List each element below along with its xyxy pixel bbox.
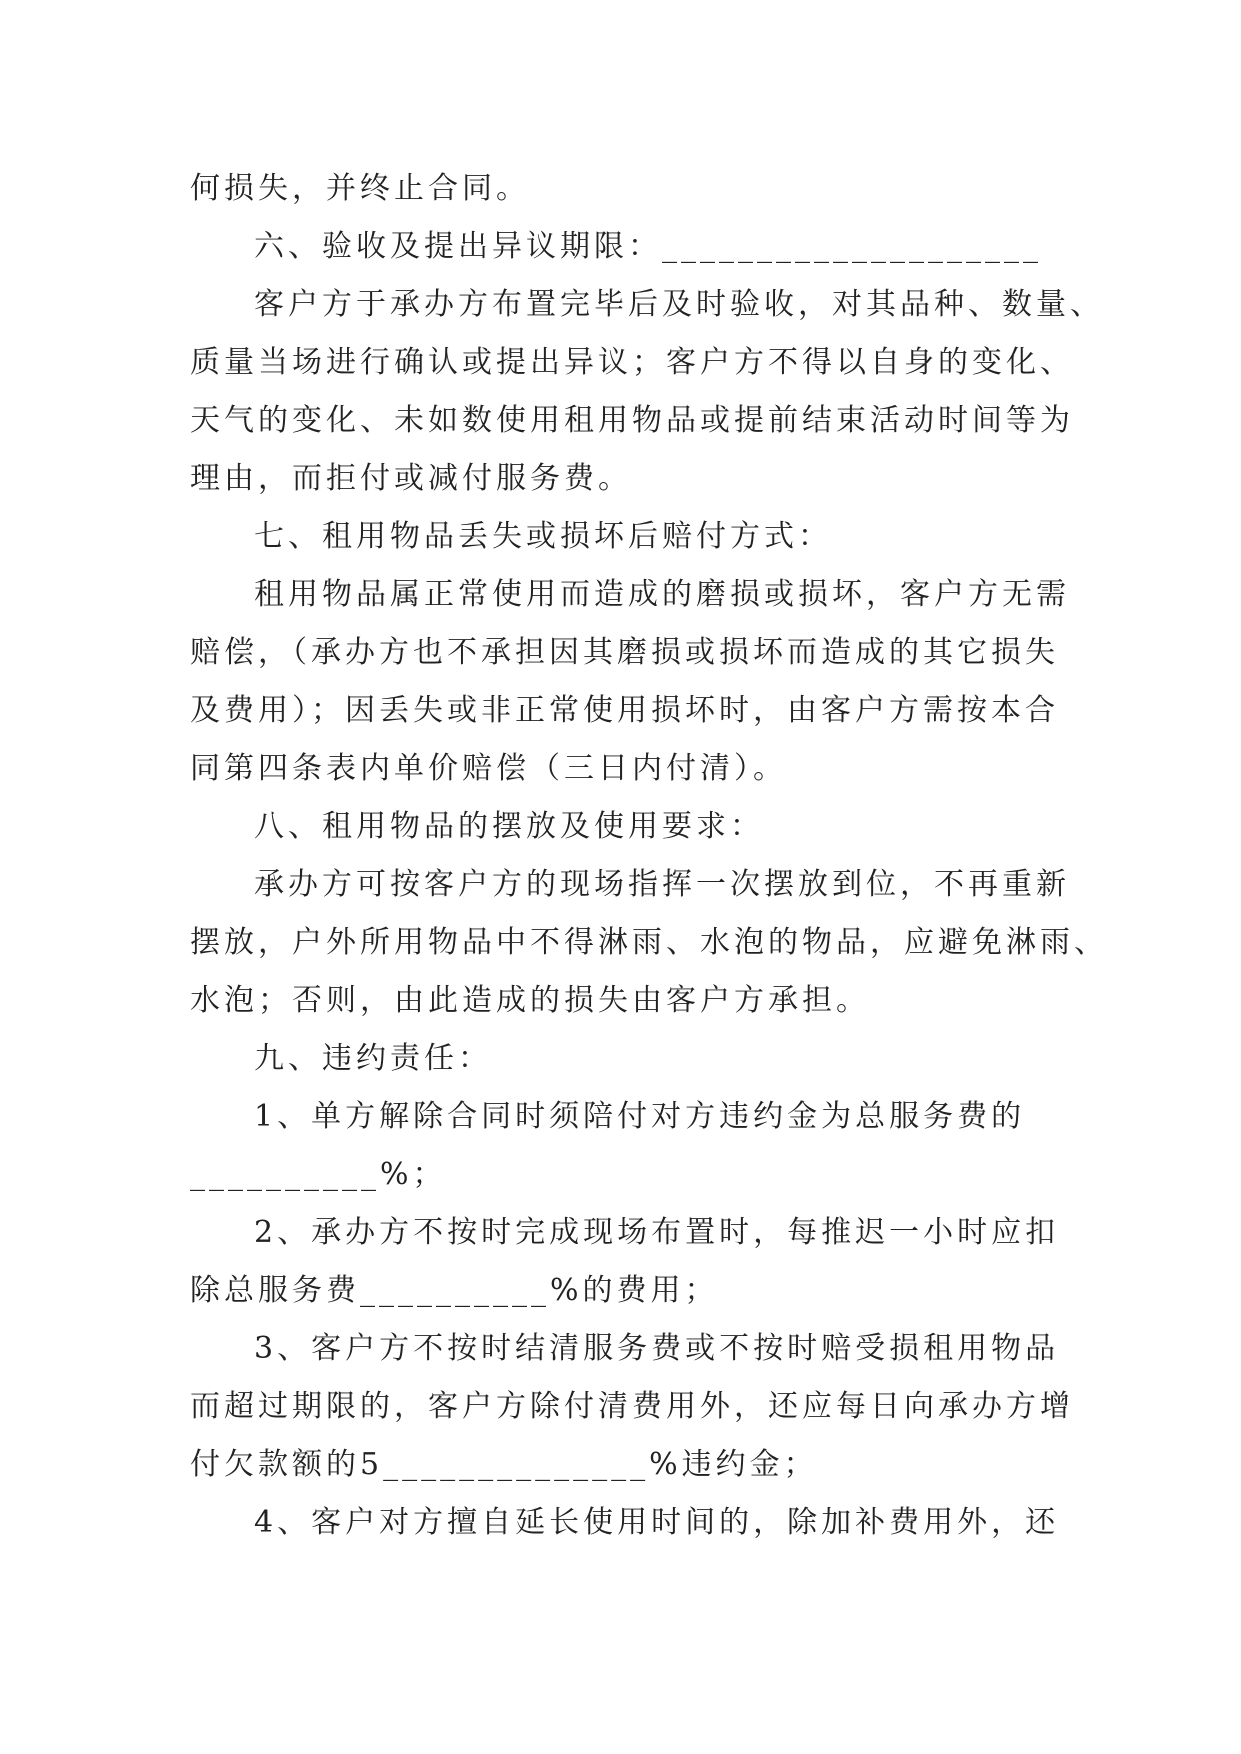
text-line: 水泡；否则，由此造成的损失由客户方承担。 [190, 983, 870, 1018]
section-heading: 九、违约责任： [254, 1041, 492, 1076]
text-line: 而超过期限的，客户方除付清费用外，还应每日向承办方增 [190, 1389, 1074, 1424]
text-line: 赔偿，（承办方也不承担因其磨损或损坏而造成的其它损失 [190, 635, 1059, 670]
document-body [190, 160, 1108, 1552]
text-line: __________%； [190, 1157, 447, 1192]
clause-item: 4、客户对方擅自延长使用时间的，除加补费用外，还 [254, 1505, 1060, 1540]
text-line: 付欠款额的5______________%违约金； [190, 1447, 818, 1482]
section-heading: 六、验收及提出异议期限：____________________ [254, 229, 1042, 264]
clause-item: 1、单方解除合同时须陪付对方违约金为总服务费的 [254, 1099, 1026, 1134]
text-line: 质量当场进行确认或提出异议；客户方不得以自身的变化、 [190, 345, 1074, 380]
clause-item: 2、承办方不按时完成现场布置时，每推迟一小时应扣 [254, 1215, 1060, 1250]
text-line: 摆放，户外所用物品中不得淋雨、水泡的物品，应避免淋雨、 [190, 925, 1108, 960]
text-line: 何损失，并终止合同。 [190, 171, 530, 206]
text-line: 除总服务费__________%的费用； [190, 1273, 719, 1308]
text-line: 理由，而拒付或减付服务费。 [190, 461, 632, 496]
text-line: 租用物品属正常使用而造成的磨损或损坏，客户方无需 [254, 577, 1070, 612]
section-heading: 八、租用物品的摆放及使用要求： [254, 809, 764, 844]
text-line: 同第四条表内单价赔偿（三日内付清）。 [190, 751, 787, 786]
text-line: 客户方于承办方布置完毕后及时验收，对其品种、数量、 [254, 287, 1104, 322]
section-heading: 七、租用物品丢失或损坏后赔付方式： [254, 519, 832, 554]
clause-item: 3、客户方不按时结清服务费或不按时赔受损租用物品 [254, 1331, 1060, 1366]
text-line: 及费用）；因丢失或非正常使用损坏时，由客户方需按本合 [190, 693, 1059, 728]
text-line: 天气的变化、未如数使用租用物品或提前结束活动时间等为 [190, 403, 1074, 438]
text-line: 承办方可按客户方的现场指挥一次摆放到位，不再重新 [254, 867, 1070, 902]
